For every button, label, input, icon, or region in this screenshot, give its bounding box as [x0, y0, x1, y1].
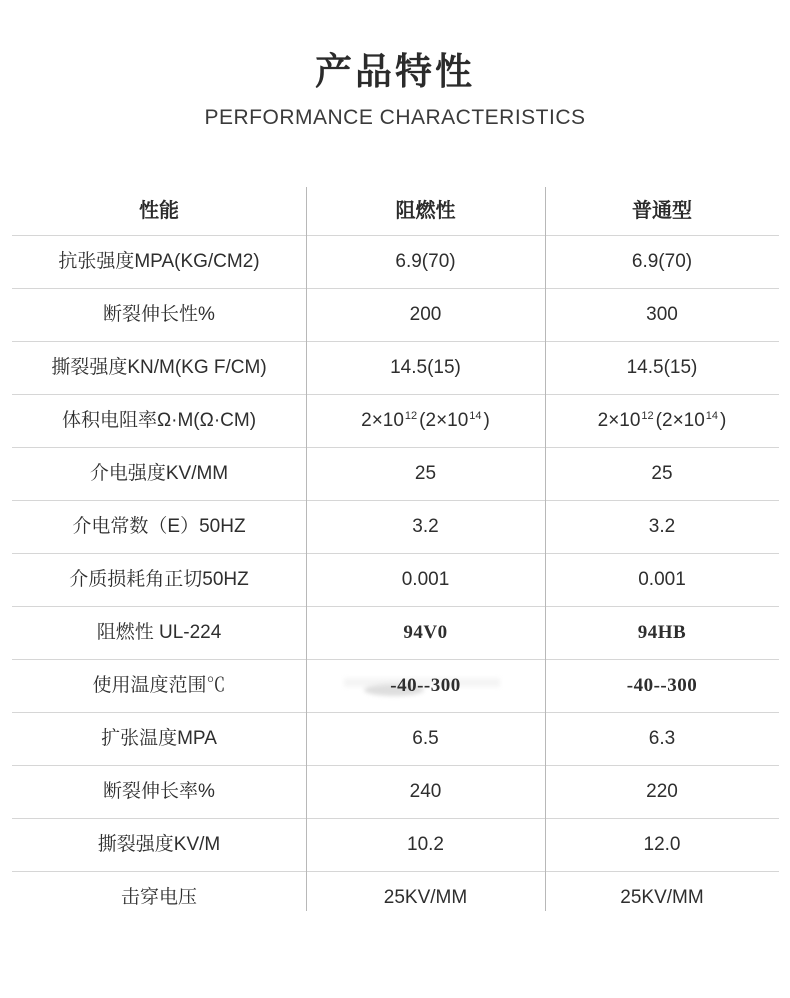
spec-value-flame: 25 — [414, 463, 437, 485]
spec-value-flame: 200 — [409, 304, 442, 326]
spec-value-flame: 3.2 — [412, 516, 439, 538]
spec-value-normal: 0.001 — [638, 569, 686, 591]
spec-value-normal: 25 — [651, 463, 673, 485]
superscript: 14 — [705, 409, 719, 422]
spec-value-normal: 94HB — [637, 622, 687, 644]
spec-value-flame: 6.5 — [412, 728, 439, 750]
spec-value-flame: 10.2 — [407, 834, 444, 856]
spec-value-flame: 14.5(15) — [390, 357, 461, 379]
table-row — [12, 765, 779, 818]
superscript: 14 — [469, 409, 482, 422]
spec-value-normal: 6.3 — [648, 728, 676, 750]
spec-value-flame: 94V0 — [403, 622, 448, 644]
spec-value-flame: 6.9(70) — [395, 251, 456, 273]
table-row — [12, 235, 779, 288]
spec-label: 体积电阻率Ω·M(Ω·CM) — [61, 410, 257, 432]
spec-label: 抗张强度MPA(KG/CM2) — [58, 251, 260, 273]
spec-value-flame: -40--300 — [306, 675, 545, 697]
spec-value-normal: 12.0 — [643, 834, 681, 856]
table-header-row — [12, 187, 779, 235]
column-header-normal-type: 普通型 — [632, 199, 692, 222]
spec-value-flame: 0.001 — [401, 569, 450, 591]
spec-label: 介电强度KV/MM — [89, 463, 229, 485]
column-header-performance: 性能 — [139, 199, 179, 222]
page-title: 产品特性 — [315, 51, 475, 92]
spec-label: 击穿电压 — [120, 887, 197, 909]
spec-label: 断裂伸长率% — [103, 781, 215, 803]
spec-value-flame: $2\times 10^{12}$ ($2\times 10^{14}$ ) — [361, 409, 490, 432]
superscript: 12 — [404, 409, 418, 422]
column-header-flame-retardant: 阻燃性 — [395, 199, 456, 222]
spec-value-normal: 300 — [646, 304, 678, 326]
spec-label: 撕裂强度KN/M(KG F/CM) — [51, 357, 267, 379]
column-divider — [306, 187, 307, 911]
spec-value-normal: 6.9(70) — [631, 251, 693, 273]
spec-value-normal: 14.5(15) — [626, 357, 698, 379]
table-row — [12, 871, 779, 924]
spec-value-flame: 25KV/MM — [383, 887, 468, 909]
spec-table — [12, 187, 779, 924]
table-row — [12, 606, 779, 659]
page-subtitle: PERFORMANCE CHARACTERISTICS — [204, 106, 586, 129]
column-divider — [545, 187, 546, 911]
table-row — [12, 500, 779, 553]
spec-label: 使用温度范围℃ — [92, 675, 226, 697]
table-row — [12, 659, 779, 712]
spec-value-normal: 3.2 — [648, 516, 676, 538]
table-row — [12, 341, 779, 394]
spec-value-normal: $2\times 10^{12}$ ($2\times 10^{14}$ ) — [597, 409, 727, 432]
spec-label: 断裂伸长性% — [103, 304, 215, 326]
table-row — [12, 818, 779, 871]
spec-label: 扩张温度MPA — [101, 728, 217, 750]
table-row — [12, 394, 779, 447]
table-row — [12, 712, 779, 765]
spec-value-normal: 220 — [646, 781, 678, 803]
table-row — [12, 288, 779, 341]
table-row — [12, 553, 779, 606]
spec-value-normal: 25KV/MM — [620, 887, 704, 909]
spec-label: 介质损耗角正切50HZ — [69, 569, 249, 591]
spec-label: 撕裂强度KV/M — [97, 834, 221, 856]
table-row — [12, 447, 779, 500]
spec-value-normal: -40--300 — [626, 675, 698, 697]
table-body — [12, 235, 779, 924]
spec-value-flame: 240 — [409, 781, 442, 803]
page-header — [0, 0, 790, 130]
spec-label: 介电常数（E）50HZ — [72, 516, 246, 538]
superscript: 12 — [641, 409, 654, 422]
spec-label: 阻燃性 UL-224 — [96, 622, 222, 644]
